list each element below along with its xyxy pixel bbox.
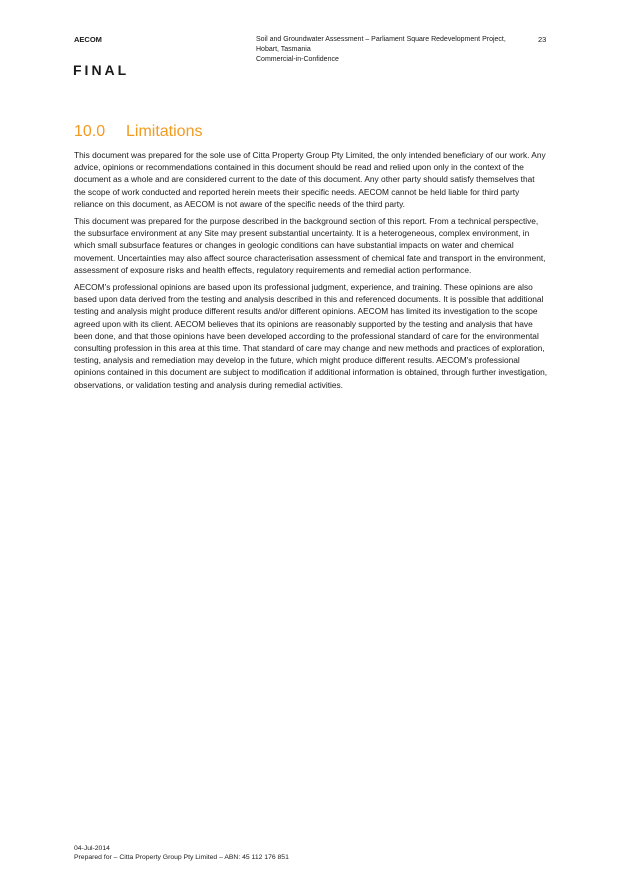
paragraph: This document was prepared for the sole use of Citta Property Group Pty Limited, the only intended beneficiary of our work. Any advice, opinions or recommendations contained in this document should be read and relied upon only in the context of the document as a whole and are considered current to the date of this document. Any other party should satisfy themselves that the scope of work conducted and reported herein meets their specific needs. AECOM cannot be held liable for third party reliance on this document, as AECOM is not aware of the specific needs of the third party. [74, 150, 546, 209]
document-header [256, 35, 526, 65]
paragraph: This document was prepared for the purpose described in the background section of this report. From a technical perspective, the subsurface environment at any Site may present substantial uncertainty. It is a heterogeneous, complex environment, in which small subsurface features or changes in geologic conditions can have substantial impacts on water and chemical movement. Uncertainties may also affect source characterisation assessment of chemical fate and transport in the environment, assessment of exposure risks and health effects, regulatory requirements and remedial action performance. [74, 216, 546, 275]
paragraph: AECOM's professional opinions are based upon its professional judgment, experience, and training. These opinions are also based upon data derived from the testing and analysis described in this and referenced documents. It is possible that additional testing and analysis might produce different results and/or different opinions. AECOM has limited its investigation to the scope agreed upon with its client. AECOM believes that its opinions are reasonably supported by the testing and analysis that have been done, and that those opinions have been developed according to the professional standard of care for the environmental consulting profession in this area at this time. That standard of care may change and new methods and practices of exploration, testing, analysis and remediation may develop in the future, which might produce different results. AECOM's professional opinions contained in this document are subject to modification if additional information is obtained, through further investigation, observations, or validation testing and analysis during remedial activities. [74, 282, 548, 390]
section-body [74, 149, 548, 396]
document-title-line-2: Hobart, Tasmania [256, 46, 311, 53]
section-title: Limitations [126, 123, 203, 140]
page-footer [74, 844, 289, 862]
section-number: 10.0 [74, 123, 106, 140]
document-status: FINAL [73, 62, 130, 78]
footer-prepared-for: Prepared for – Citta Property Group Pty Limited – ABN: 45 112 176 851 [74, 854, 289, 861]
company-name: AECOM [74, 35, 102, 44]
page-number: 23 [538, 35, 547, 44]
document-title-line-1: Soil and Groundwater Assessment – Parliament Square Redevelopment Project, [256, 36, 506, 43]
classification-label: Commercial-in-Confidence [256, 56, 339, 63]
footer-date: 04-Jul-2014 [74, 845, 110, 852]
section-heading [74, 123, 202, 141]
